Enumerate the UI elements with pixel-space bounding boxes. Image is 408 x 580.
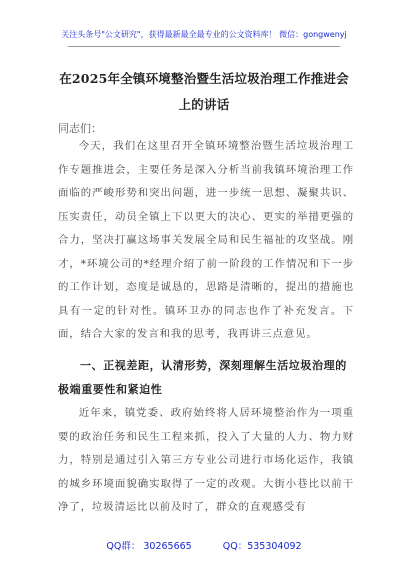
footer-contact — [0, 538, 408, 552]
footer-qq: QQ：535304092 — [222, 541, 302, 552]
header-rule — [68, 46, 340, 47]
salutation: 同志们： — [58, 122, 102, 135]
body-paragraph-2: 近年来，镇党委、政府始终将人居环境整治作为一项重要的政治任务和民生工程来抓，投入了大量的人力、物力财力，特别是通过引入第三方专业公司进行市场化运作，我镇的城乡环境面貌确实取得了一定的改观。大街小巷比以前干净了，垃圾清运比以前及时了，群众的直观感受有 — [58, 407, 354, 513]
promo-banner: 关注头条号"公文研究"，获得最新最全最专业的公文资料库！ 微信：gongwenyj — [61, 30, 347, 39]
document-title: 在2025年全镇环境整治暨生活垃圾治理工作推进会上的讲话 — [59, 71, 349, 112]
section-heading-1: 一、正视差距，认清形势，深刻理解生活垃圾治理的极端重要性和紧迫性 — [58, 359, 347, 396]
body-paragraph-1: 今天，我们在这里召开全镇环境整治暨生活垃圾治理工作专题推进会，主要任务是深入分析当前我镇环境治理工作面临的严峻形势和突出问题，进一步统一思想、凝聚共识、压实责任，动员全镇上下以更大的决心、更实的举措更强的合力，坚决打赢这场事关发展全局和民生福祉的攻坚战。刚才，*环境公司的*经理介绍了前一阶段的工作情况和下一步的工作计划，态度是诚恳的，思路是清晰的，提出的措施也具有一定的针对性。镇环卫办的同志也作了补充发言。下面，结合大家的发言和我的思考，我再讲三点意见。 — [58, 140, 354, 340]
footer-qq-group: QQ群： 30265665 — [106, 541, 192, 552]
